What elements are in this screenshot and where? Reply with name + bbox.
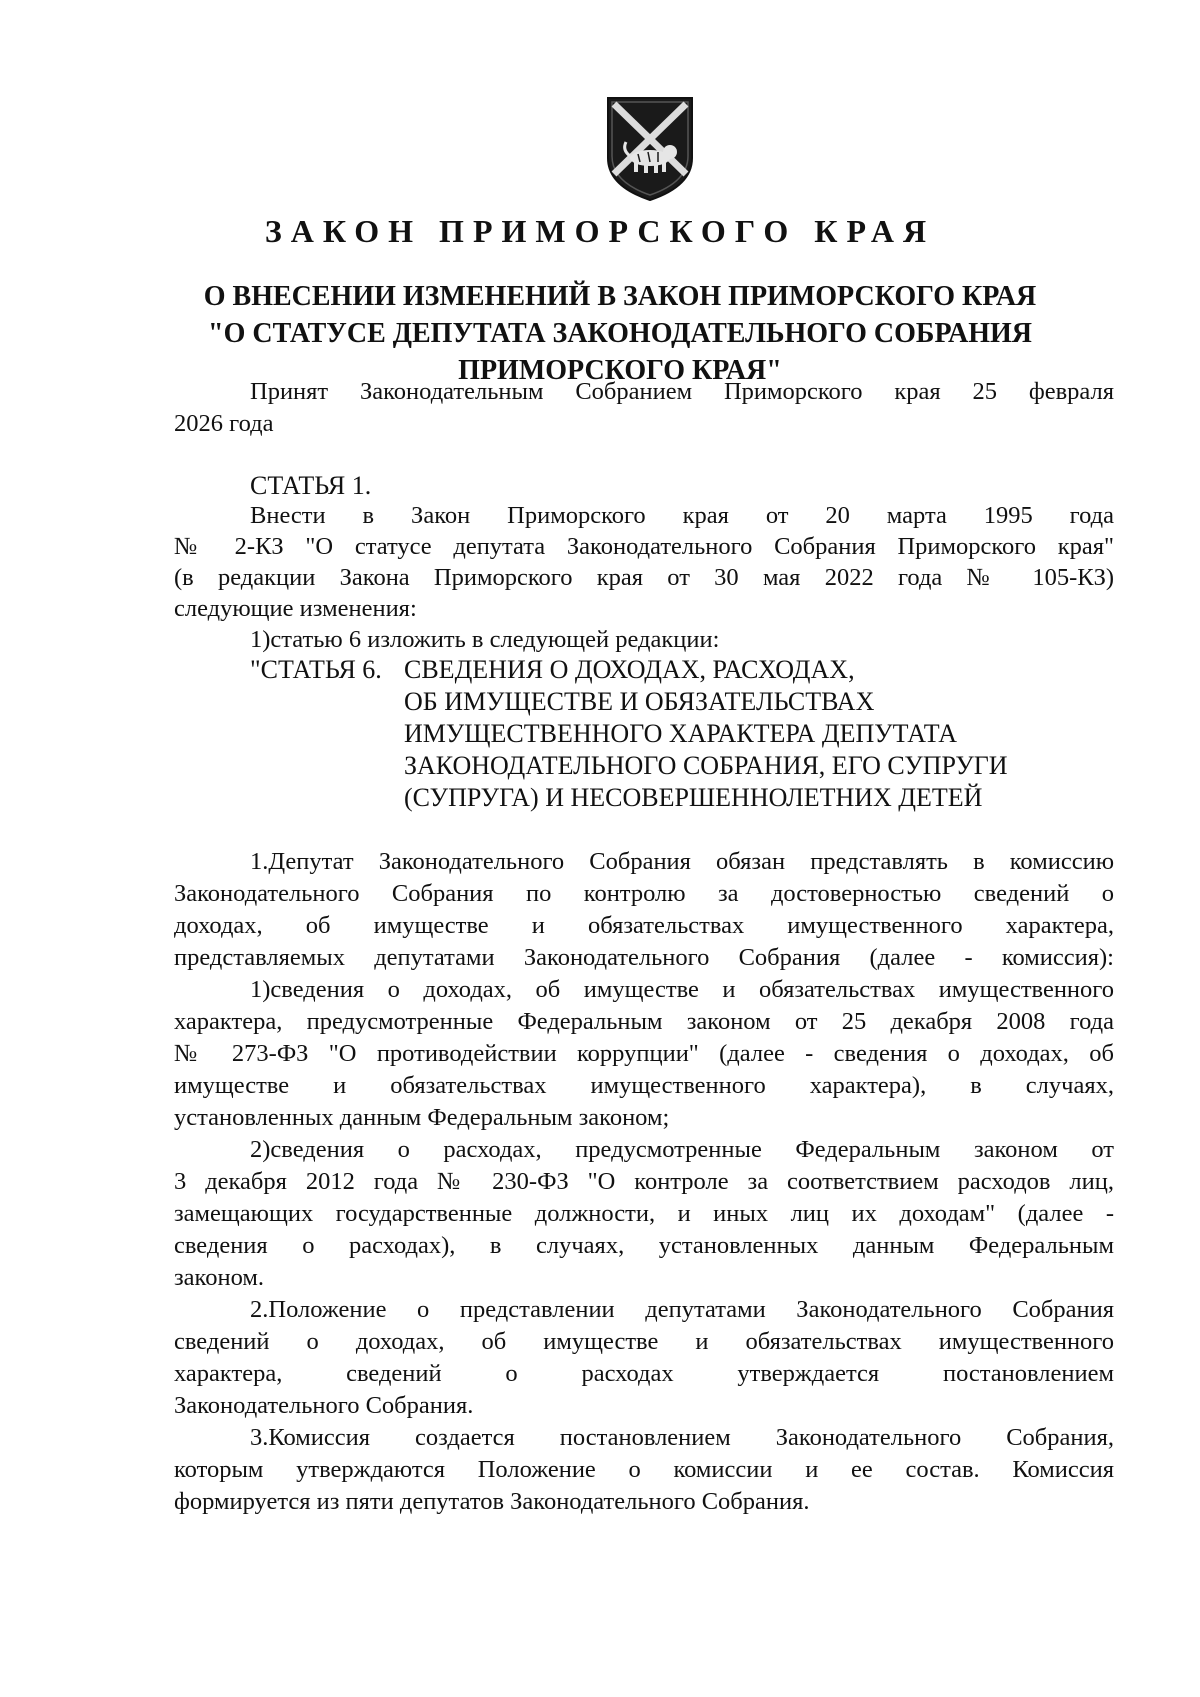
adoption-line: 2026 года	[174, 410, 274, 437]
paragraph-line: Законодательного Собрания по контролю за достоверностью сведений о	[174, 880, 1114, 907]
article-1-line: Внести в Закон Приморского края от 20 марта 1995 года	[250, 502, 1114, 529]
paragraph-line: 3.Комиссия создается постановлением Законодательного Собрания,	[250, 1424, 1114, 1451]
article-6-title-line: СВЕДЕНИЯ О ДОХОДАХ, РАСХОДАХ,	[404, 655, 855, 684]
subtitle-line: "О СТАТУСЕ ДЕПУТАТА ЗАКОНОДАТЕЛЬНОГО СОБРАНИЯ	[208, 318, 1032, 349]
article-1-line: № 2-КЗ "О статусе депутата Законодательного Собрания Приморского края"	[174, 533, 1114, 560]
article-1-heading: СТАТЬЯ 1.	[250, 471, 372, 500]
paragraph-line: характера, предусмотренные Федеральным законом от 25 декабря 2008 года	[174, 1008, 1114, 1035]
paragraph-line: сведения о расходах), в случаях, установленных данным Федеральным	[174, 1232, 1114, 1259]
paragraph-line: характера, сведений о расходах утверждается постановлением	[174, 1360, 1114, 1387]
article-6-title-line: ИМУЩЕСТВЕННОГО ХАРАКТЕРА ДЕПУТАТА	[404, 719, 958, 748]
paragraph-line: Законодательного Собрания.	[174, 1392, 474, 1419]
law-subtitle	[120, 278, 1120, 389]
paragraph-line: сведений о доходах, об имуществе и обязательствах имущественного	[174, 1328, 1114, 1355]
paragraph-line: 1.Депутат Законодательного Собрания обязан представлять в комиссию	[250, 848, 1114, 875]
law-title: ЗАКОН ПРИМОРСКОГО КРАЯ	[264, 213, 936, 249]
paragraph-line: замещающих государственные должности, и иных лиц их доходам" (далее -	[174, 1200, 1114, 1227]
paragraph-line: доходах, об имуществе и обязательствах имущественного характера,	[174, 912, 1114, 939]
paragraph-line: законом.	[174, 1264, 264, 1291]
article-1-line: 1)статью 6 изложить в следующей редакции:	[250, 626, 720, 653]
article-6-title-line: (СУПРУГА) И НЕСОВЕРШЕННОЛЕТНИХ ДЕТЕЙ	[404, 783, 983, 812]
subtitle-line: ПРИМОРСКОГО КРАЯ"	[458, 355, 782, 386]
paragraph-line: 2)сведения о расходах, предусмотренные Федеральным законом от	[250, 1136, 1114, 1163]
paragraph-line: установленных данным Федеральным законом;	[174, 1104, 670, 1131]
article-6-prefix: "СТАТЬЯ 6.	[250, 655, 382, 684]
coat-of-arms-emblem	[604, 94, 696, 204]
article-1-line: следующие изменения:	[174, 595, 417, 622]
paragraph-line: формируется из пяти депутатов Законодательного Собрания.	[174, 1488, 810, 1515]
paragraph-line: № 273-ФЗ "О противодействии коррупции" (далее - сведения о доходах, об	[174, 1040, 1114, 1067]
paragraph-line: 1)сведения о доходах, об имуществе и обязательствах имущественного	[250, 976, 1114, 1003]
subtitle-line: О ВНЕСЕНИИ ИЗМЕНЕНИЙ В ЗАКОН ПРИМОРСКОГО КРАЯ	[203, 281, 1037, 312]
paragraph-line: 3 декабря 2012 года № 230-ФЗ "О контроле за соответствием расходов лиц,	[174, 1168, 1114, 1195]
paragraph-line: имуществе и обязательствах имущественного характера), в случаях,	[174, 1072, 1114, 1099]
article-6-title-line: ОБ ИМУЩЕСТВЕ И ОБЯЗАТЕЛЬСТВАХ	[404, 687, 875, 716]
adoption-line: Принят Законодательным Собранием Приморского края 25 февраля	[250, 378, 1114, 405]
article-6-title-line: ЗАКОНОДАТЕЛЬНОГО СОБРАНИЯ, ЕГО СУПРУГИ	[404, 751, 1008, 780]
paragraph-line: представляемых депутатами Законодательного Собрания (далее - комиссия):	[174, 944, 1114, 971]
article-1-line: (в редакции Закона Приморского края от 30 мая 2022 года № 105-КЗ)	[174, 564, 1114, 591]
paragraph-line: которым утверждаются Положение о комиссии и ее состав. Комиссия	[174, 1456, 1114, 1483]
paragraph-line: 2.Положение о представлении депутатами Законодательного Собрания	[250, 1296, 1114, 1323]
